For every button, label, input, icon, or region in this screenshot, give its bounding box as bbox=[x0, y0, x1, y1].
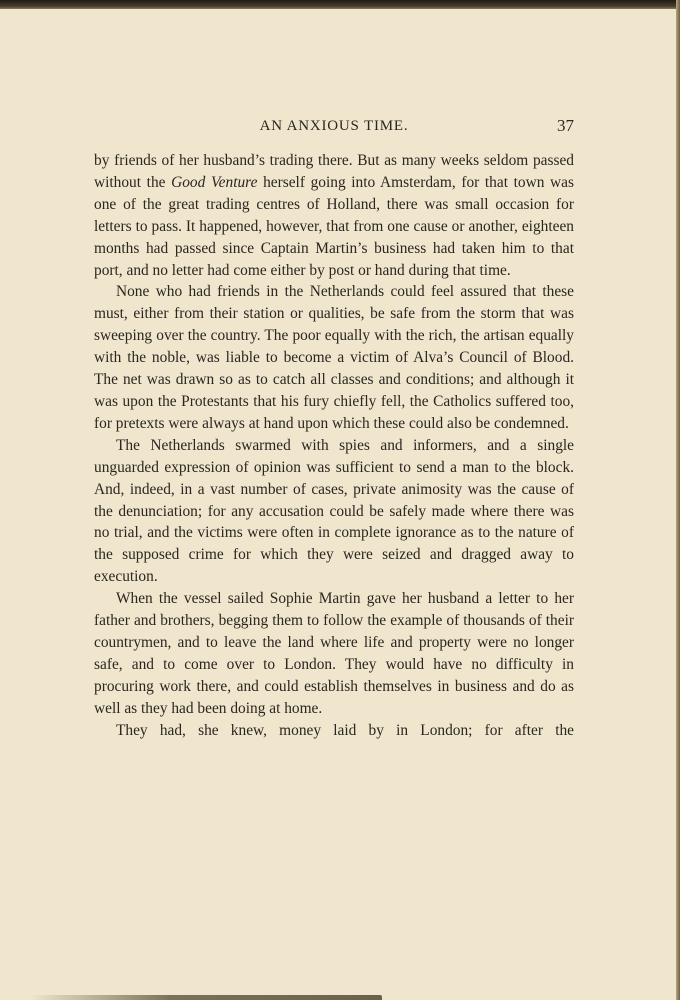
running-head bbox=[94, 116, 574, 138]
ship-name-italic: Good Venture bbox=[171, 173, 258, 191]
paragraph-2: None who had friends in the Netherlands could feel assured that these must, either from their station or qualities, be safe from the storm that was sweeping over the country. The poor equally with the rich, the artisan equally with the noble, was liable to become a victim of Alva’s Council of Blood. The net was drawn so as to catch all classes and conditions; and although it was upon the Protestants that his fury chiefly fell, the Catholics suffered too, for pretexts were always at hand upon which these could also be condemned. bbox=[94, 283, 574, 432]
running-title: AN ANXIOUS TIME. bbox=[259, 118, 409, 134]
book-page bbox=[94, 116, 574, 741]
body-text bbox=[94, 150, 574, 741]
paragraph-4: When the vessel sailed Sophie Martin gave her husband a letter to her father and brothers, begging them to follow the example of thousands of their countrymen, and to leave the land where life and property were no longer safe, and to come over to London. They would have no difficulty in procuring work there, and could establish themselves in business and do as well as they had been doing at home. bbox=[94, 590, 574, 717]
page-right-edge bbox=[676, 0, 680, 1000]
page-bottom-mark bbox=[30, 995, 382, 1000]
page-top-edge bbox=[0, 0, 680, 9]
page-number: 37 bbox=[557, 116, 574, 135]
paragraph-5: They had, she knew, money laid by in London; for after the bbox=[116, 721, 574, 739]
paragraph-1-rest: herself going into Amsterdam, for that town was one of the great trading centres of Holland, there was small occasion for letters to pass. It happened, however, that from one cause or another, eighteen months had passed since Captain Martin’s business had taken him to that port, and no letter had come either by post or hand during that time. bbox=[94, 173, 574, 279]
paragraph-1 bbox=[94, 150, 574, 281]
paragraph-1-start: by friends of her husband’s trading there. But as many weeks seldom passed without the bbox=[94, 152, 574, 191]
paragraph-3: The Netherlands swarmed with spies and informers, and a single unguarded expression of opinion was sufficient to send a man to the block. And, indeed, in a vast number of cases, private animosity was the cause of the denunciation; for any accusation could be safely made where there was no trial, and the victims were often in complete ignorance as to the nature of the supposed crime for which they were seized and dragged away to execution. bbox=[94, 436, 574, 586]
